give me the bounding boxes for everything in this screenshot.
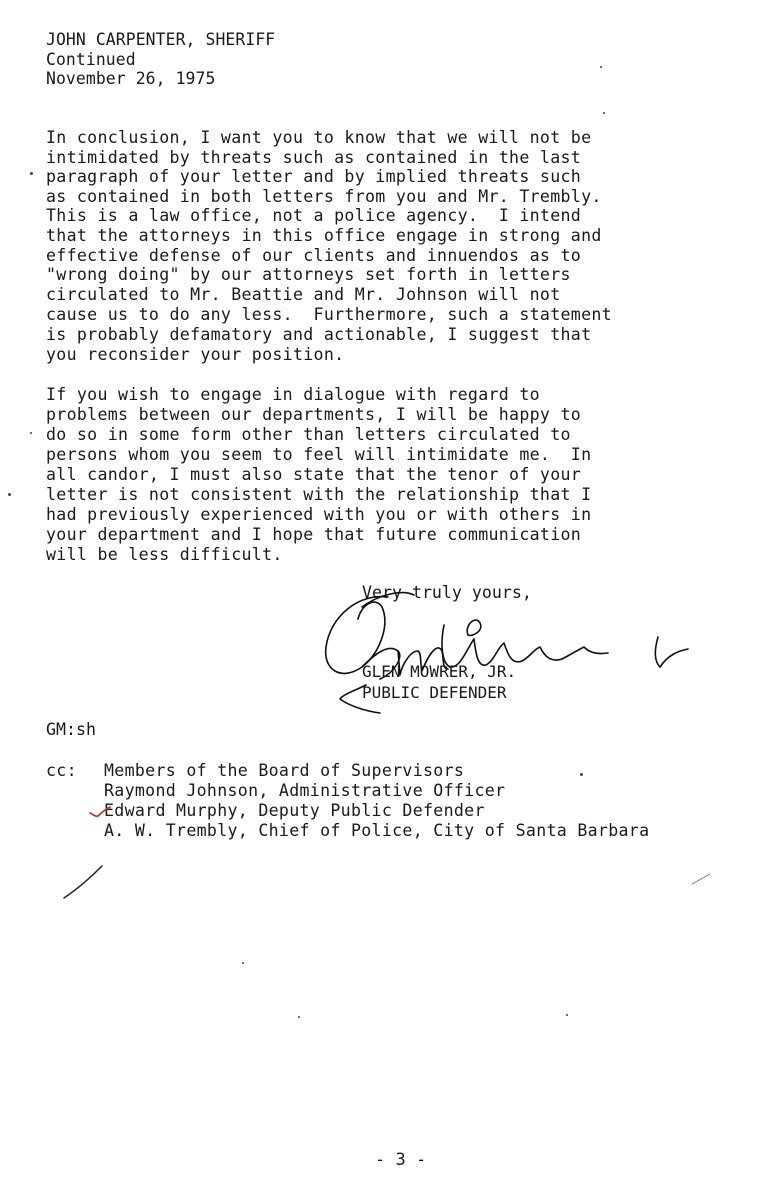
date-line: November 26, 1975 xyxy=(46,69,216,88)
cc-label: cc: xyxy=(46,761,77,780)
cc-recipient: Members of the Board of Supervisors xyxy=(104,761,465,780)
scan-speck xyxy=(580,773,583,776)
cc-recipient: Edward Murphy, Deputy Public Defender xyxy=(104,801,485,820)
body-line: cause us to do any less. Furthermore, such a statement xyxy=(46,305,612,324)
body-line: that the attorneys in this office engage in strong and xyxy=(46,226,602,245)
body-line: will be less difficult. xyxy=(46,545,283,564)
scan-speck xyxy=(603,112,605,114)
pen-mark-icon xyxy=(60,862,106,900)
body-line: paragraph of your letter and by implied threats such xyxy=(46,167,582,186)
scan-speck xyxy=(30,172,33,175)
check-mark-icon xyxy=(88,805,112,819)
body-line: persons whom you seem to feel will intimidate me. In xyxy=(46,445,592,464)
body-line: you reconsider your position. xyxy=(46,345,345,364)
closing-line: Very truly yours, xyxy=(362,583,532,602)
body-line: In conclusion, I want you to know that we will not be xyxy=(46,128,592,147)
addressee-line: JOHN CARPENTER, SHERIFF xyxy=(46,30,276,49)
body-line: problems between our departments, I will be happy to xyxy=(46,405,582,424)
continued-line: Continued xyxy=(46,50,136,69)
body-line: do so in some form other than letters circulated to xyxy=(46,425,571,444)
typist-initials: GM:sh xyxy=(46,720,96,739)
scan-speck xyxy=(8,493,11,496)
cc-recipient: A. W. Trembly, Chief of Police, City of Santa Barbara xyxy=(104,821,650,840)
body-line: intimidated by threats such as contained in the last xyxy=(46,148,582,167)
body-line: circulated to Mr. Beattie and Mr. Johnson will not xyxy=(46,285,561,304)
scan-speck xyxy=(242,962,244,964)
signer-name: GLEN MOWRER, JR. xyxy=(362,662,517,681)
body-line: "wrong doing" by our attorneys set forth in letters xyxy=(46,265,571,284)
signer-title: PUBLIC DEFENDER xyxy=(362,683,507,702)
page-number: - 3 - xyxy=(375,1150,427,1170)
body-line: letter is not consistent with the relationship that I xyxy=(46,485,592,504)
body-line: had previously experienced with you or with others in xyxy=(46,505,592,524)
body-line: effective defense of our clients and innuendos as to xyxy=(46,246,582,265)
cc-recipient: Raymond Johnson, Administrative Officer xyxy=(104,781,506,800)
scan-speck xyxy=(298,1016,300,1018)
body-line: as contained in both letters from you and Mr. Trembly. xyxy=(46,187,602,206)
body-line: your department and I hope that future communication xyxy=(46,525,582,544)
body-line: all candor, I must also state that the tenor of your xyxy=(46,465,582,484)
stray-mark-icon xyxy=(690,872,712,886)
body-line: This is a law office, not a police agency. I intend xyxy=(46,206,582,225)
scan-speck xyxy=(30,432,32,434)
body-line: If you wish to engage in dialogue with regard to xyxy=(46,385,540,404)
body-line: is probably defamatory and actionable, I suggest that xyxy=(46,325,592,344)
scan-speck xyxy=(566,1014,568,1016)
scan-speck xyxy=(600,66,602,68)
